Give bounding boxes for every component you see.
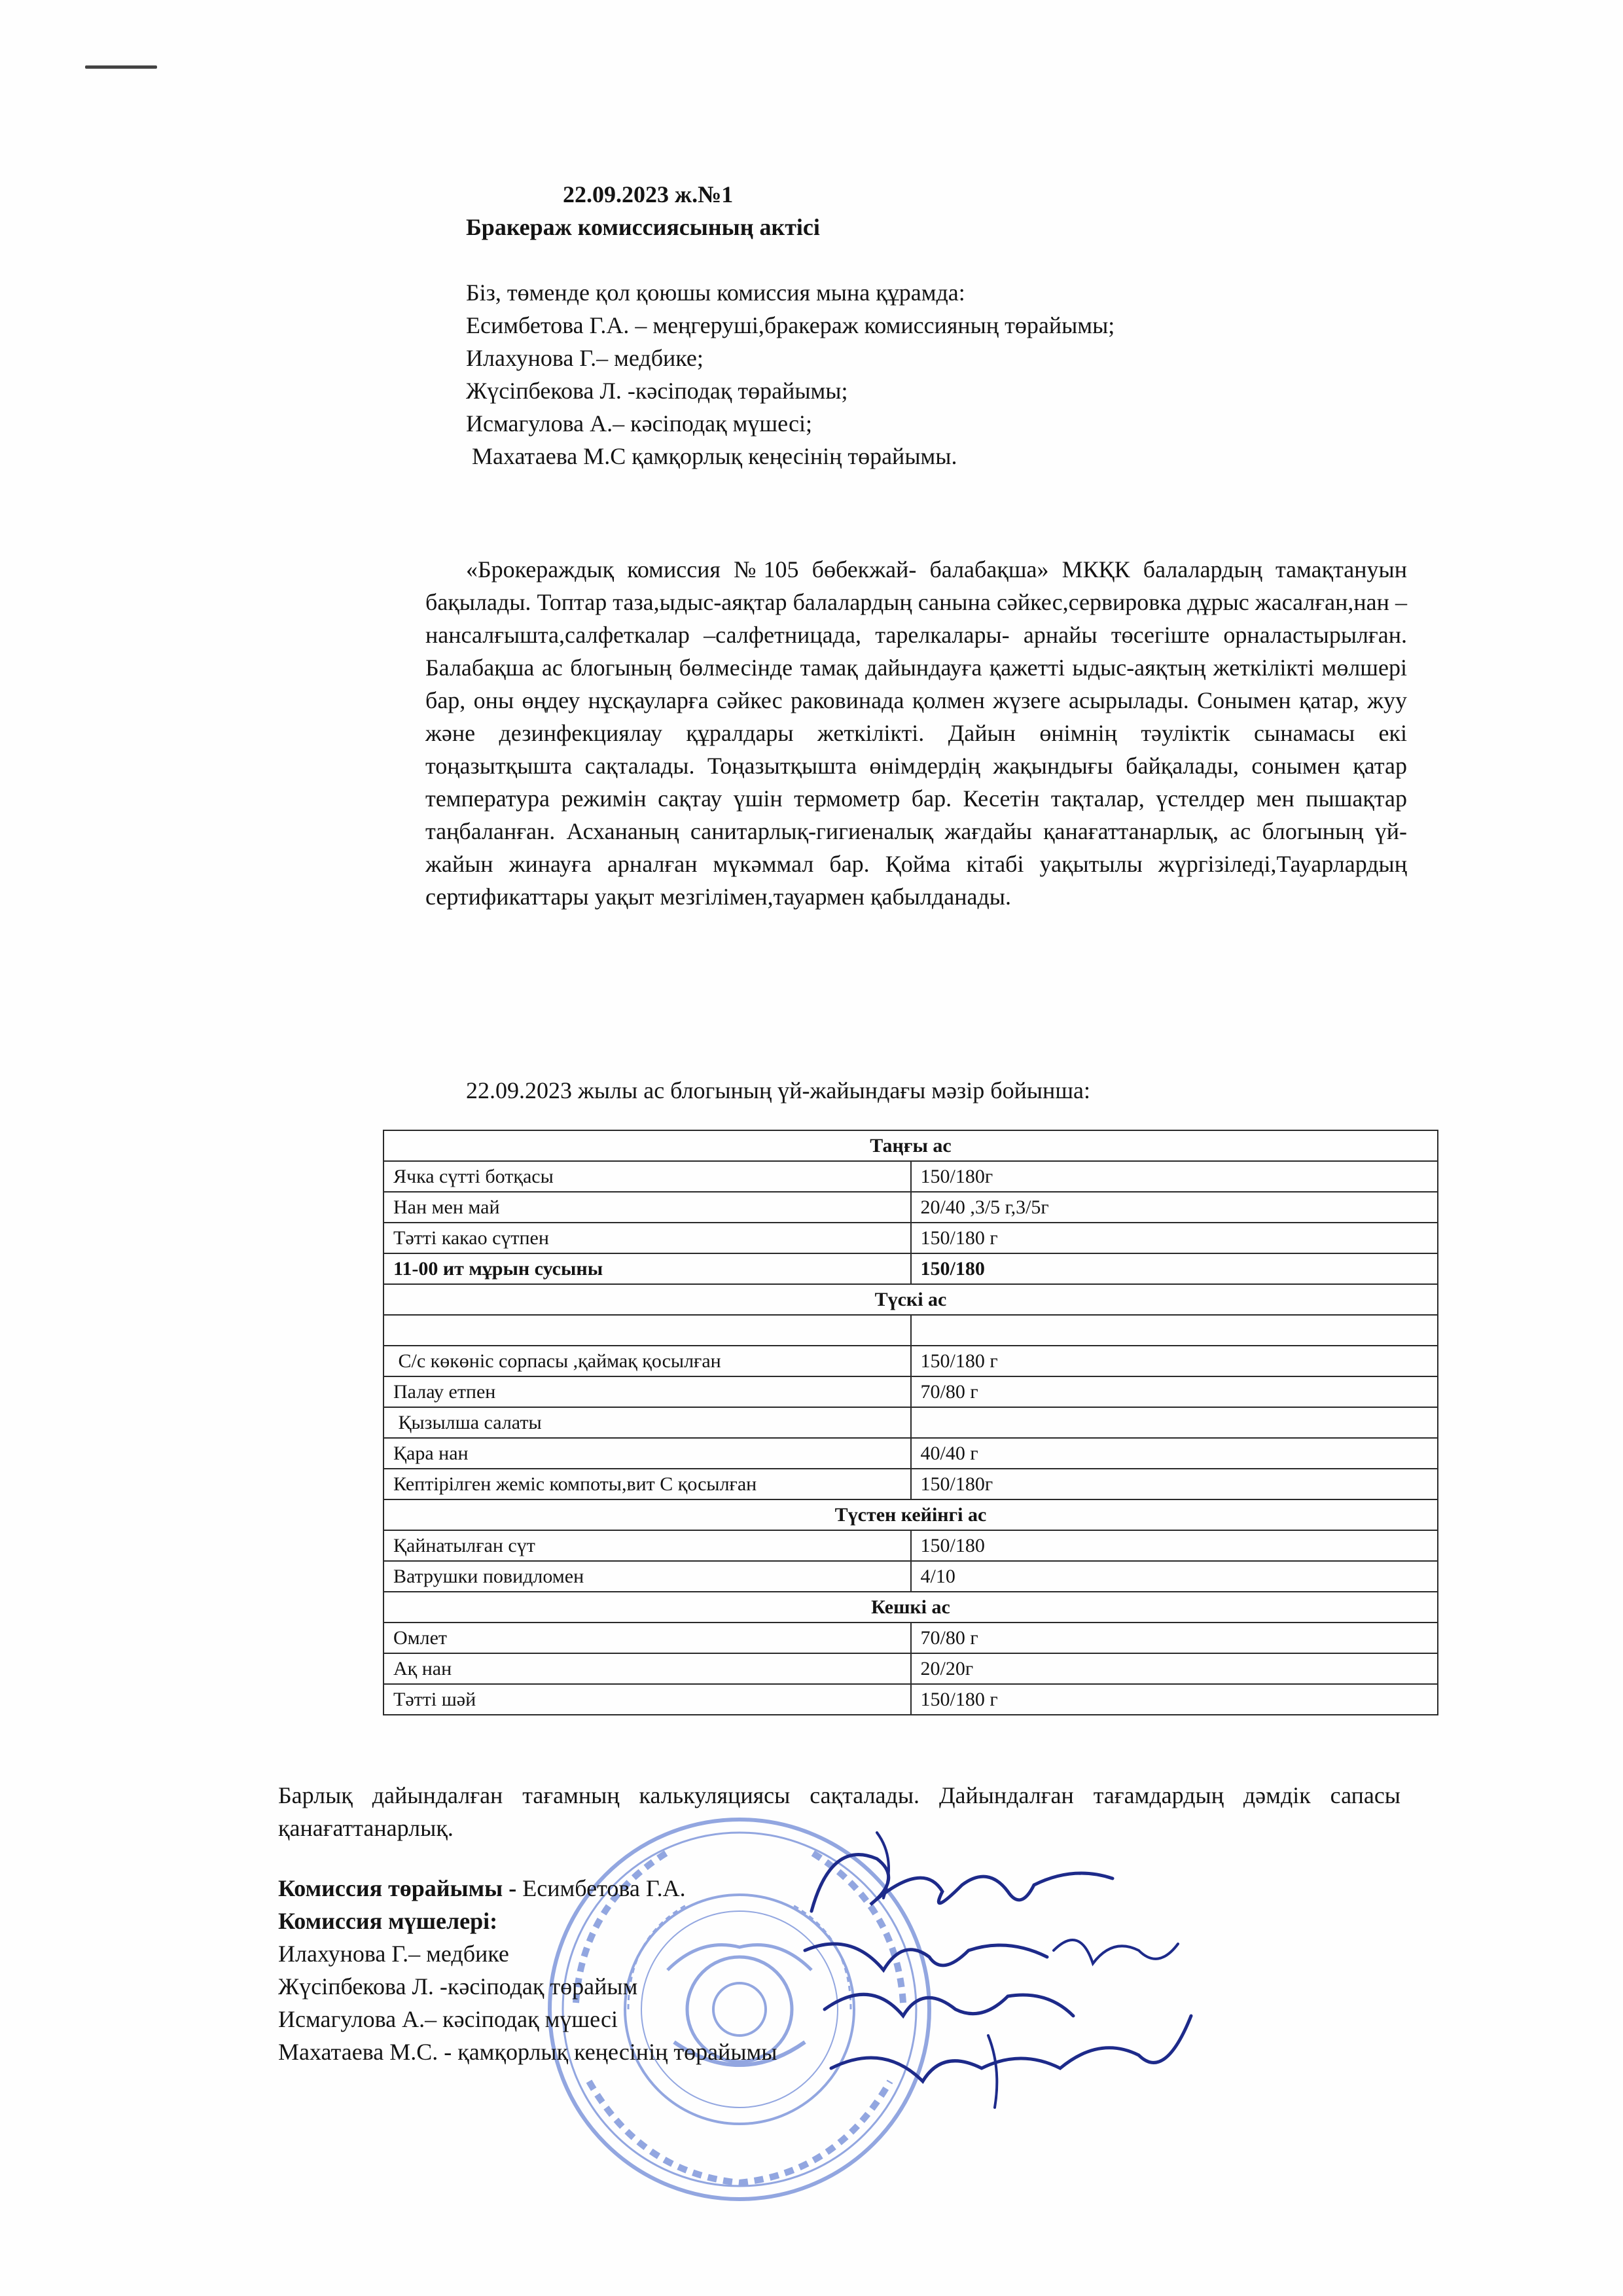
menu-row <box>383 1469 1438 1499</box>
menu-portion: 150/180 г <box>911 1223 1438 1253</box>
menu-row <box>383 1407 1438 1438</box>
menu-dish: Палау етпен <box>383 1376 911 1407</box>
menu-dish: Қара нан <box>383 1438 911 1469</box>
act-header <box>466 178 1448 473</box>
signature-member: Исмагулова А.– кәсіподақ мүшесі <box>278 2006 618 2032</box>
menu-row <box>383 1530 1438 1561</box>
menu-portion: 20/20г <box>911 1653 1438 1684</box>
menu-row <box>383 1561 1438 1592</box>
menu-row <box>383 1315 1438 1346</box>
menu-dish: Қайнатылған сүт <box>383 1530 911 1561</box>
menu-section-row <box>383 1499 1438 1530</box>
menu-dish: Тәтті какао сүтпен <box>383 1223 911 1253</box>
menu-row <box>383 1684 1438 1715</box>
menu-row <box>383 1376 1438 1407</box>
menu-dish: Кептірілген жеміс компоты,вит С қосылған <box>383 1469 911 1499</box>
menu-dish: Ячка сүтті ботқасы <box>383 1161 911 1192</box>
menu-row <box>383 1438 1438 1469</box>
menu-section-title: Кешкі ас <box>383 1592 1438 1623</box>
menu-dish: Нан мен май <box>383 1192 911 1223</box>
chair-row <box>278 1872 1260 1905</box>
signature-member: Илахунова Г.– медбике <box>278 1941 509 1967</box>
menu-section-row <box>383 1284 1438 1315</box>
menu-portion: 150/180г <box>911 1469 1438 1499</box>
menu-dish: Ақ нан <box>383 1653 911 1684</box>
menu-section-title: Түскі ас <box>383 1284 1438 1315</box>
commission-intro: Біз, төменде қол қоюшы комиссия мына құрамда: <box>466 279 965 306</box>
chair-name: Есимбетова Г.А. <box>522 1875 686 1901</box>
menu-dish: С/с көкөніс сорпасы ,қаймақ қосылған <box>383 1346 911 1376</box>
menu-portion: 20/40 ,3/5 г,3/5г <box>911 1192 1438 1223</box>
chair-label: Комиссия төрайымы - <box>278 1875 523 1901</box>
act-number-date: 22.09.2023 ж.№1 <box>563 181 734 207</box>
menu-section-title: Түстен кейінгі ас <box>383 1499 1438 1530</box>
menu-portion: 150/180 г <box>911 1346 1438 1376</box>
menu-heading: 22.09.2023 жылы ас блогының үй-жайындағы мәзір бойынша: <box>466 1077 1091 1103</box>
menu-dish: Омлет <box>383 1623 911 1653</box>
menu-portion: 40/40 г <box>911 1438 1438 1469</box>
commission-member: Исмагулова А.– кәсіподақ мүшесі; <box>466 410 812 437</box>
menu-portion <box>911 1315 1438 1346</box>
menu-dish <box>383 1315 911 1346</box>
scan-mark <box>85 65 157 69</box>
inspection-paragraph: «Брокераждық комиссия №105 бөбекжай- балабақша» МКҚК балалардың тамақтануын бақылады. Топтар таза,ыдыс-аяқтар балалардың санына сәйкес,сервировка дұрыс жасалған,нан –нансалғышта,салфеткалар –салфетницада, тарелкалары- арнайы төсегіште орналастырылған. Балабақша ас блогының бөлмесінде тамақ дайындауға қажетті ыдыс-аяқтың жеткілікті мөлшері бар, оны өңдеу нұсқауларға сәйкес раковинада қолмен жүзеге асырылады. Сонымен қатар, жуу және дезинфекциялау құралдары жеткілікті. Дайын өнімнің тәуліктік сынамасы екі тоңазытқышта сақталады. Тоңазытқышта өнімдердің жақындығы байқалады, сонымен қатар температура режимін сақтау үшін термометр бар. Кесетін тақталар, үстелдер мен пышақтар таңбаланған. Асхананың санитарлық-гигиеналық жағдайы қанағаттанарлық, ас блогының үй-жайын жинауға арналған мүкәммал бар. Қойма кітабі уақытылы жүргізіледі,Тауарлардың сертификаттары уақыт мезгілімен,тауармен қабылданады. <box>425 556 1407 910</box>
menu-row <box>383 1192 1438 1223</box>
menu-table <box>383 1130 1438 1715</box>
menu-portion: 150/180 г <box>911 1684 1438 1715</box>
menu-row <box>383 1223 1438 1253</box>
signature-member: Жүсіпбекова Л. -кәсіподақ төрайым <box>278 1973 638 2000</box>
menu-row <box>383 1253 1438 1284</box>
menu-section-title: Таңғы ас <box>383 1130 1438 1161</box>
act-title: Бракераж комиссиясының актісі <box>466 214 820 240</box>
signature-block <box>278 1872 1260 2068</box>
menu-portion <box>911 1407 1438 1438</box>
menu-portion: 70/80 г <box>911 1376 1438 1407</box>
menu-dish: 11-00 ит мұрын сусыны <box>383 1253 911 1284</box>
conclusion-paragraph: Барлық дайындалған тағамның калькуляциясы сақталады. Дайындалған тағамдардың дәмдік сапасы қанағаттанарлық. <box>278 1782 1400 1841</box>
menu-section-row <box>383 1592 1438 1623</box>
menu-dish: Қызылша салаты <box>383 1407 911 1438</box>
menu-row <box>383 1346 1438 1376</box>
menu-section-row <box>383 1130 1438 1161</box>
members-label: Комиссия мүшелері: <box>278 1908 498 1934</box>
menu-row <box>383 1161 1438 1192</box>
menu-portion: 150/180 <box>911 1253 1438 1284</box>
menu-portion: 150/180 <box>911 1530 1438 1561</box>
menu-dish: Тәтті шәй <box>383 1684 911 1715</box>
menu-portion: 4/10 <box>911 1561 1438 1592</box>
menu-row <box>383 1653 1438 1684</box>
menu-row <box>383 1623 1438 1653</box>
menu-dish: Ватрушки повидломен <box>383 1561 911 1592</box>
commission-member: Есимбетова Г.А. – меңгеруші,бракераж комиссияның төрайымы; <box>466 312 1115 338</box>
menu-portion: 70/80 г <box>911 1623 1438 1653</box>
commission-member: Махатаева М.С қамқорлық кеңесінің төрайымы. <box>466 443 957 469</box>
commission-member: Жүсіпбекова Л. -кәсіподақ төрайымы; <box>466 378 848 404</box>
signature-member: Махатаева М.С. - қамқорлық кеңесінің төрайымы <box>278 2039 777 2065</box>
commission-member: Илахунова Г.– медбике; <box>466 345 704 371</box>
menu-portion: 150/180г <box>911 1161 1438 1192</box>
